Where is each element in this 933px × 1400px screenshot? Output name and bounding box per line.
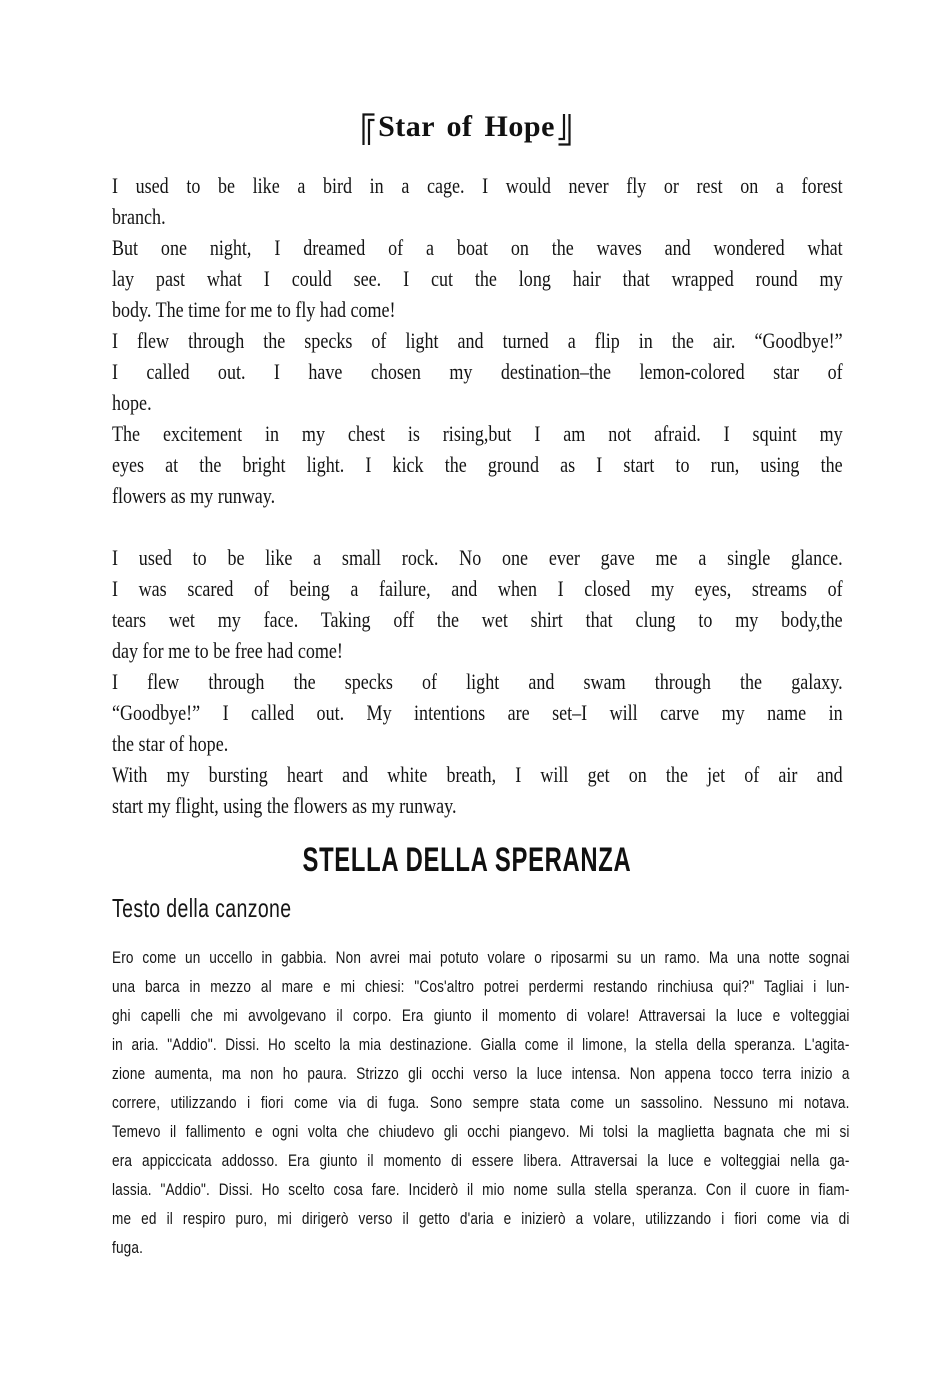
english-lyric-line: flowers as my runway. xyxy=(112,483,276,508)
english-lyric-line: lay past what I could see. I cut the long hair that wrapped round my xyxy=(112,266,843,291)
italian-section-heading: STELLA DELLA SPERANZA xyxy=(302,841,631,879)
italian-lyric-line: lassia. "Addio". Dissi. Ho scelto cosa fare. Inciderò il mio nome sulla stella speranza. Con il cuore in fiam- xyxy=(112,1180,850,1199)
english-lyric-line: body. The time for me to fly had come! xyxy=(112,297,396,322)
english-stanza-1 xyxy=(112,170,843,511)
english-lyric-line: the star of hope. xyxy=(112,731,229,756)
english-lyric-line: tears wet my face. Taking off the wet shirt that clung to my body,the xyxy=(112,607,843,632)
english-lyric-line: I used to be like a bird in a cage. I would never fly or rest on a forest xyxy=(112,173,843,198)
italian-lyric-line: zione aumenta, ma non ho paura. Strizzo gli occhi verso la luce intensa. Non appena tocco terra inizio a xyxy=(112,1064,850,1083)
english-lyric-line: branch. xyxy=(112,204,166,229)
english-lyric-line: I used to be like a small rock. No one ever gave me a single glance. xyxy=(112,545,843,570)
italian-lyric-line: era appiccicata addosso. Era giunto il momento di essere libera. Attraversai la luce e volteggiai nella ga- xyxy=(112,1151,850,1170)
english-lyric-line: “Goodbye!” I called out. My intentions are set–I will carve my name in xyxy=(112,700,843,725)
italian-lyric-line: correre, utilizzando i fiori come via di fuga. Sono sempre stata come un sassolino. Nessuno mi notava. xyxy=(112,1093,850,1112)
english-lyric-line: I flew through the specks of light and turned a flip in the air. “Goodbye!” xyxy=(112,328,843,353)
italian-subheading: Testo della canzone xyxy=(112,893,292,923)
english-lyric-line: eyes at the bright light. I kick the ground as I start to run, using the xyxy=(112,452,843,477)
left-white-corner-bracket-icon xyxy=(362,113,375,145)
italian-heading-row xyxy=(0,838,933,882)
italian-lyric-line: ghi capelli che mi avvolgevano il corpo. Era giunto il momento di volare! Attraversai la luce e volteggiai xyxy=(112,1006,850,1025)
italian-lyric-line: fuga. xyxy=(112,1238,144,1257)
english-lyric-line: I flew through the specks of light and swam through the galaxy. xyxy=(112,669,843,694)
english-lyric-line: But one night, I dreamed of a boat on the waves and wondered what xyxy=(112,235,843,260)
page-title-text: Star of Hope xyxy=(378,110,555,143)
right-white-corner-bracket-icon xyxy=(558,114,571,146)
italian-lyric-line: una barca in mezzo al mare e mi chiesi: "Cos'altro potrei perdermi restando rinchiusa qui?" Tagliai i lun- xyxy=(112,977,850,996)
english-lyric-line: I was scared of being a failure, and when I closed my eyes, streams of xyxy=(112,576,843,601)
english-lyric-line: day for me to be free had come! xyxy=(112,638,343,663)
italian-lyrics xyxy=(112,943,850,1262)
english-lyric-line: start my flight, using the flowers as my runway. xyxy=(112,793,457,818)
italian-lyrics-text xyxy=(112,943,850,1262)
italian-lyric-line: Temevo il fallimento e ogni volta che chiudevo gli occhi piangevo. Mi tolsi la maglietta bagnata che mi si xyxy=(112,1122,850,1141)
italian-lyric-line: in aria. "Addio". Dissi. Ho scelto la mia destinazione. Gialla come il limone, la stella della speranza. L'agita- xyxy=(112,1035,850,1054)
english-lyric-line: The excitement in my chest is rising,but I am not afraid. I squint my xyxy=(112,421,843,446)
english-lyrics xyxy=(112,170,843,821)
page-title xyxy=(0,106,933,148)
english-lyric-line: hope. xyxy=(112,390,152,415)
italian-lyric-line: me ed il respiro puro, mi dirigerò verso il getto d'aria e inizierò a volare, utilizzando i fiori come via di xyxy=(112,1209,850,1228)
english-lyric-line: I called out. I have chosen my destination–the lemon-colored star of xyxy=(112,359,843,384)
italian-lyric-line: Ero come un uccello in gabbia. Non avrei mai potuto volare o riposarmi su un ramo. Ma una notte sognai xyxy=(112,948,850,967)
english-stanza-2 xyxy=(112,542,843,821)
english-lyrics-text xyxy=(112,170,843,821)
english-lyric-line: With my bursting heart and white breath, I will get on the jet of air and xyxy=(112,762,843,787)
